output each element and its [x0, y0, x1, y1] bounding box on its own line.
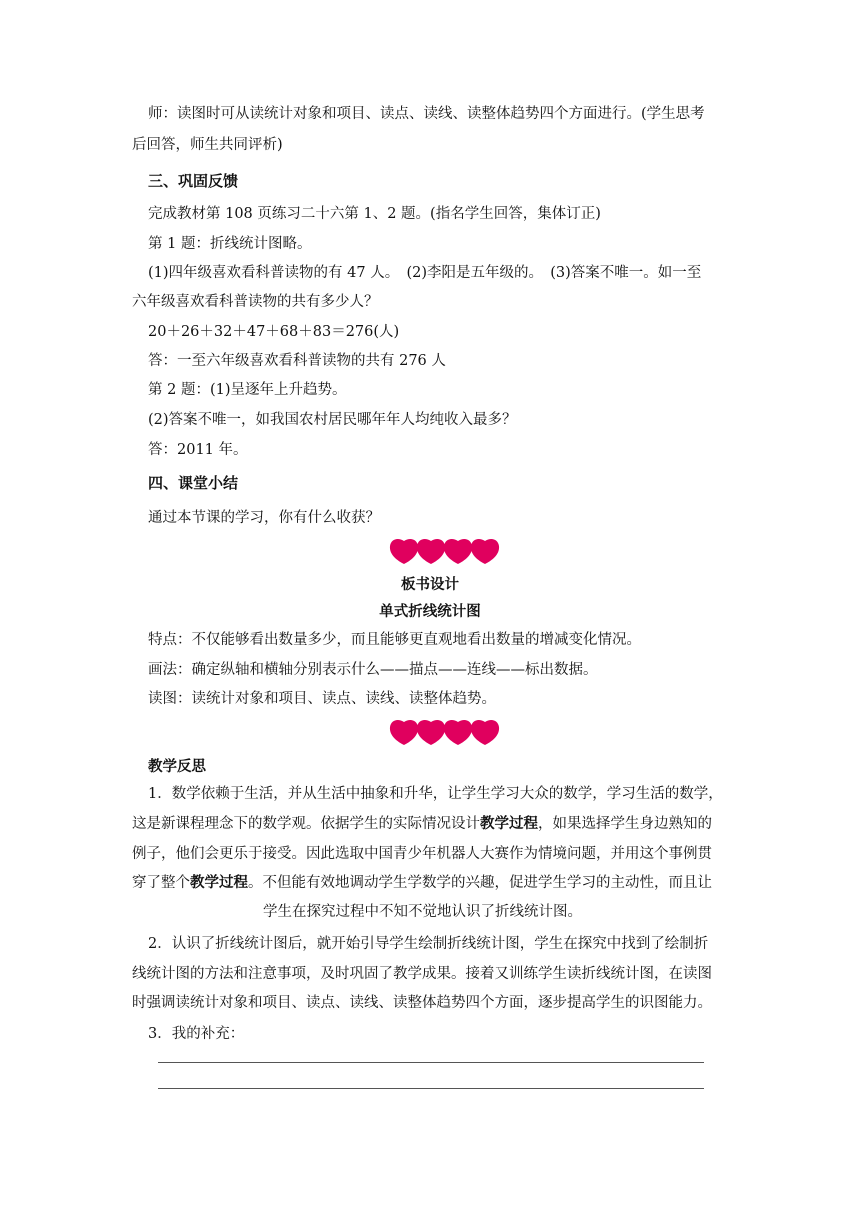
- text-line: 后回答，师生共同评析): [132, 137, 283, 153]
- decorative-hearts-icon: [389, 535, 501, 567]
- formula-line: 20＋26＋32＋47＋68＋83＝276(人): [148, 324, 400, 340]
- text-span: 。不但能有效地调动学生学数学的兴趣，促进学生学习的主动性，而且让: [248, 875, 712, 891]
- text-line: 例子，他们会更乐于接受。因此选取中国青少年机器人大赛作为情境问题，并用这个事例贯: [132, 846, 712, 862]
- text-line: [132, 814, 742, 834]
- text-line: 完成教材第 108 页练习二十六第 1、2 题。(指名学生回答，集体订正): [148, 206, 601, 222]
- text-line: (2)答案不唯一，如我国农村居民哪年年人均纯收入最多？: [148, 412, 517, 428]
- text-line: 答：2011 年。: [148, 442, 248, 458]
- heart-icon: [417, 539, 445, 564]
- text-line: (1)四年级喜欢看科普读物的有 47 人。 (2)李阳是五年级的。 (3)答案不唯一。如一至: [148, 265, 702, 281]
- answer-line: [158, 1062, 704, 1063]
- text-span: ，如果选择学生身边熟知的: [538, 816, 712, 832]
- section-heading-summary: 四、课堂小结: [148, 474, 239, 492]
- heart-icon: [444, 539, 472, 564]
- text-line: 3．我的补充：: [148, 1026, 245, 1042]
- text-line: 六年级喜欢看科普读物的共有多少人？: [132, 294, 379, 310]
- heart-icon: [444, 720, 472, 745]
- text-line: 读图：读统计对象和项目、读点、读线、读整体趋势。: [148, 691, 496, 707]
- heart-icon: [390, 539, 418, 564]
- text-line: 2．认识了折线统计图后，就开始引导学生绘制折线统计图，学生在探究中找到了绘制折: [148, 936, 709, 952]
- reflection-heading: 教学反思: [148, 759, 206, 775]
- text-line: 师：读图时可从读统计对象和项目、读点、读线、读整体趋势四个方面进行。(学生思考: [148, 106, 705, 122]
- board-design-subtitle: 单式折线统计图: [379, 604, 481, 620]
- bold-term: 教学过程: [190, 875, 248, 891]
- text-line: 第 1 题：折线统计图略。: [148, 236, 312, 252]
- decorative-hearts-icon: [389, 716, 501, 748]
- text-line: 第 2 题：(1)呈逐年上升趋势。: [148, 382, 347, 398]
- text-line: 时强调读统计对象和项目、读点、读线、读整体趋势四个方面，逐步提高学生的识图能力。: [132, 995, 712, 1011]
- answer-line: [158, 1088, 704, 1089]
- text-line: 学生在探究过程中不知不觉地认识了折线统计图。: [263, 904, 582, 920]
- heart-icon: [417, 720, 445, 745]
- text-line: 答：一至六年级喜欢看科普读物的共有 276 人: [148, 353, 446, 369]
- text-span: 穿了整个: [132, 875, 190, 891]
- text-line: 线统计图的方法和注意事项，及时巩固了教学成果。接着又训练学生读折线统计图，在读图: [132, 966, 712, 982]
- heart-icon: [471, 720, 499, 745]
- board-design-title: 板书设计: [401, 577, 459, 593]
- text-line: 特点：不仅能够看出数量多少，而且能够更直观地看出数量的增减变化情况。: [148, 632, 641, 648]
- text-line: 通过本节课的学习，你有什么收获？: [148, 510, 380, 526]
- bold-term: 教学过程: [480, 816, 538, 832]
- text-span: 这是新课程理念下的数学观。依据学生的实际情况设计: [132, 816, 480, 832]
- text-line: 1．数学依赖于生活，并从生活中抽象和升华，让学生学习大众的数学，学习生活的数学，: [148, 786, 723, 802]
- heart-icon: [390, 720, 418, 745]
- text-line: [132, 873, 742, 893]
- text-line: 画法：确定纵轴和横轴分别表示什么——描点——连线——标出数据。: [148, 662, 598, 678]
- heart-icon: [471, 539, 499, 564]
- section-heading-consolidation: 三、巩固反馈: [148, 172, 239, 190]
